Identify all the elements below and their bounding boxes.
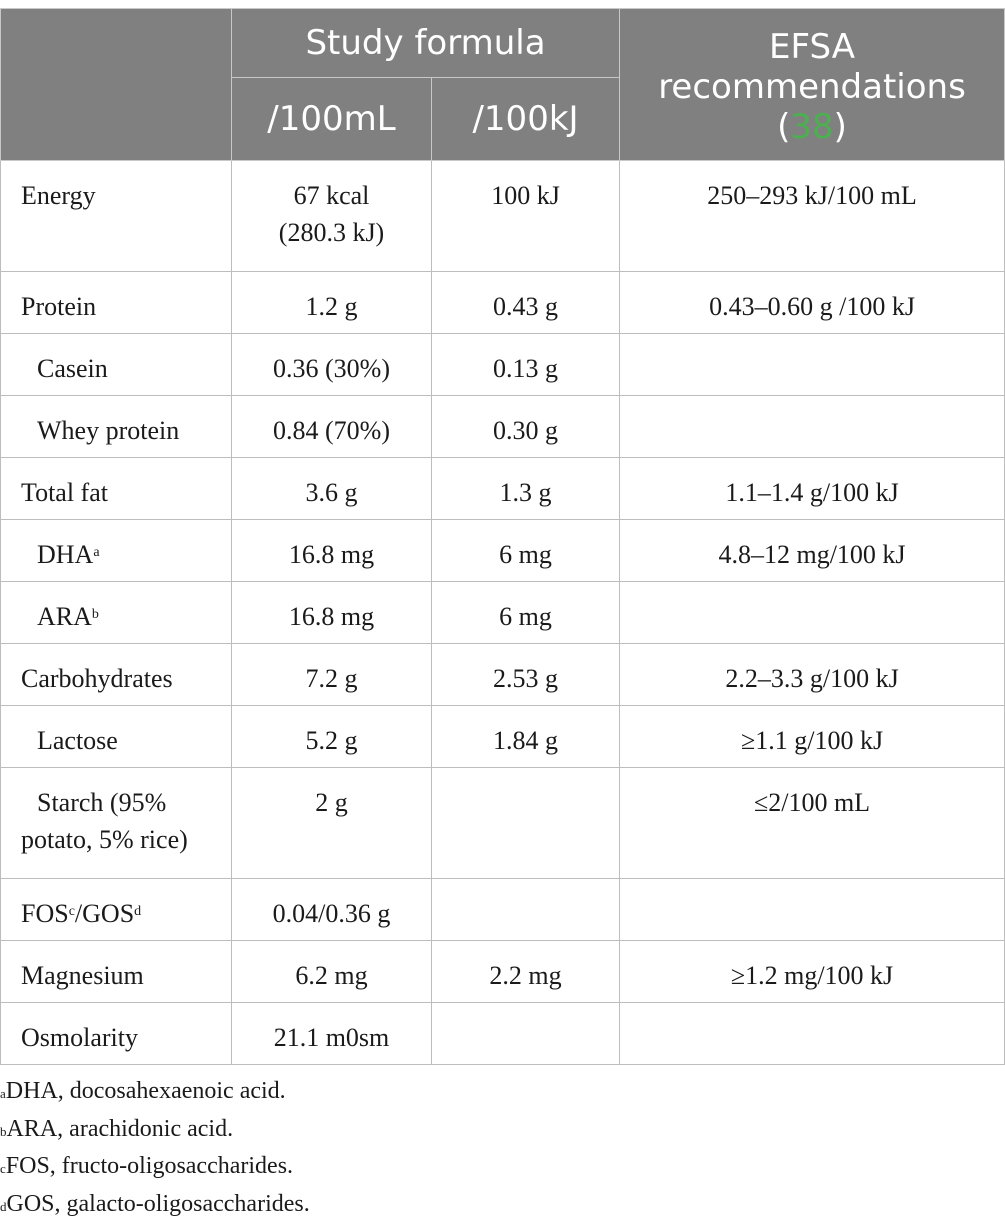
value-per-100ml: 0.84 (70%) xyxy=(232,396,432,458)
value-per-100ml: 6.2 mg xyxy=(232,941,432,1003)
value-per-100kj xyxy=(432,1003,620,1065)
footnote: $^c$FOS, fructo-oligosaccharides. xyxy=(0,1153,294,1179)
value-efsa xyxy=(620,582,1005,644)
table-row xyxy=(1,768,1005,879)
table-row xyxy=(1,941,1005,1003)
table-header xyxy=(1,9,1005,161)
value-per-100kj: 100 kJ xyxy=(432,161,620,272)
row-label: Carbohydrates xyxy=(1,644,232,706)
header-efsa-recommendations xyxy=(620,9,1005,161)
row-label: Protein xyxy=(1,272,232,334)
value-efsa: ≤2/100 mL xyxy=(620,768,1005,879)
table-row xyxy=(1,458,1005,520)
row-label: Lactose xyxy=(1,706,232,768)
table-row xyxy=(1,582,1005,644)
efsa-line1: EFSA xyxy=(769,26,855,67)
value-efsa: 2.2–3.3 g/100 kJ xyxy=(620,644,1005,706)
footnotes xyxy=(0,1073,310,1223)
value-per-100kj xyxy=(432,768,620,879)
value-efsa: 1.1–1.4 g/100 kJ xyxy=(620,458,1005,520)
table-row xyxy=(1,644,1005,706)
header-per-100kj: /100kJ xyxy=(432,78,620,161)
header-per-100ml: /100mL xyxy=(232,78,432,161)
footnote: $^a$DHA, docosahexaenoic acid. xyxy=(0,1078,286,1104)
value-per-100kj: 6 mg xyxy=(432,582,620,644)
value-efsa xyxy=(620,879,1005,941)
value-per-100kj: 0.30 g xyxy=(432,396,620,458)
value-efsa: ≥1.1 g/100 kJ xyxy=(620,706,1005,768)
value-per-100ml: 67 kcal (280.3 kJ) xyxy=(232,161,432,272)
footnote-marker: d xyxy=(134,904,142,919)
value-efsa xyxy=(620,396,1005,458)
row-label: FOS$^c$/GOS$^d$ xyxy=(1,879,232,941)
table-row xyxy=(1,272,1005,334)
table-row xyxy=(1,706,1005,768)
value-per-100kj: 2.2 mg xyxy=(432,941,620,1003)
row-label: Osmolarity xyxy=(1,1003,232,1065)
footnote: $^d$GOS, galacto-oligosaccharides. xyxy=(0,1190,310,1217)
table-row xyxy=(1,334,1005,396)
footnote-marker: a xyxy=(93,545,100,560)
table-row xyxy=(1,879,1005,941)
value-per-100ml: 16.8 mg xyxy=(232,520,432,582)
row-label: Casein xyxy=(1,334,232,396)
row-label: ARA$^b$ xyxy=(1,582,232,644)
value-per-100kj xyxy=(432,879,620,941)
table-row xyxy=(1,520,1005,582)
row-label: Starch (95% potato, 5% rice) xyxy=(1,768,232,879)
value-per-100ml: 21.1 m0sm xyxy=(232,1003,432,1065)
value-per-100ml: 2 g xyxy=(232,768,432,879)
footnote: $^b$ARA, arachidonic acid. xyxy=(0,1115,234,1142)
value-per-100ml: 16.8 mg xyxy=(232,582,432,644)
value-per-100ml: 3.6 g xyxy=(232,458,432,520)
row-label: Whey protein xyxy=(1,396,232,458)
nutrition-table xyxy=(0,8,1005,1065)
table-row xyxy=(1,1003,1005,1065)
header-study-formula: Study formula xyxy=(232,9,620,78)
value-per-100kj: 0.13 g xyxy=(432,334,620,396)
value-per-100kj: 1.84 g xyxy=(432,706,620,768)
value-efsa: 250–293 kJ/100 mL xyxy=(620,161,1005,272)
value-efsa: ≥1.2 mg/100 kJ xyxy=(620,941,1005,1003)
row-label: Total fat xyxy=(1,458,232,520)
value-efsa xyxy=(620,1003,1005,1065)
efsa-line3: (38) xyxy=(777,106,847,147)
value-per-100ml: 5.2 g xyxy=(232,706,432,768)
footnote-marker: b xyxy=(91,607,99,622)
value-per-100ml: 0.04/0.36 g xyxy=(232,879,432,941)
value-per-100ml: 7.2 g xyxy=(232,644,432,706)
header-empty-cell xyxy=(1,9,232,161)
value-efsa: 0.43–0.60 g /100 kJ xyxy=(620,272,1005,334)
row-label: DHA$^a$ xyxy=(1,520,232,582)
table-row xyxy=(1,161,1005,272)
efsa-line2: recommendations xyxy=(658,66,966,107)
value-per-100kj: 1.3 g xyxy=(432,458,620,520)
value-per-100ml: 1.2 g xyxy=(232,272,432,334)
value-per-100kj: 0.43 g xyxy=(432,272,620,334)
row-label: Magnesium xyxy=(1,941,232,1003)
footnote-marker: c xyxy=(68,904,75,919)
table-row xyxy=(1,396,1005,458)
reference-link-38[interactable]: 38 xyxy=(790,106,834,147)
value-per-100kj: 6 mg xyxy=(432,520,620,582)
value-efsa: 4.8–12 mg/100 kJ xyxy=(620,520,1005,582)
value-per-100kj: 2.53 g xyxy=(432,644,620,706)
value-per-100ml: 0.36 (30%) xyxy=(232,334,432,396)
value-efsa xyxy=(620,334,1005,396)
row-label: Energy xyxy=(1,161,232,272)
